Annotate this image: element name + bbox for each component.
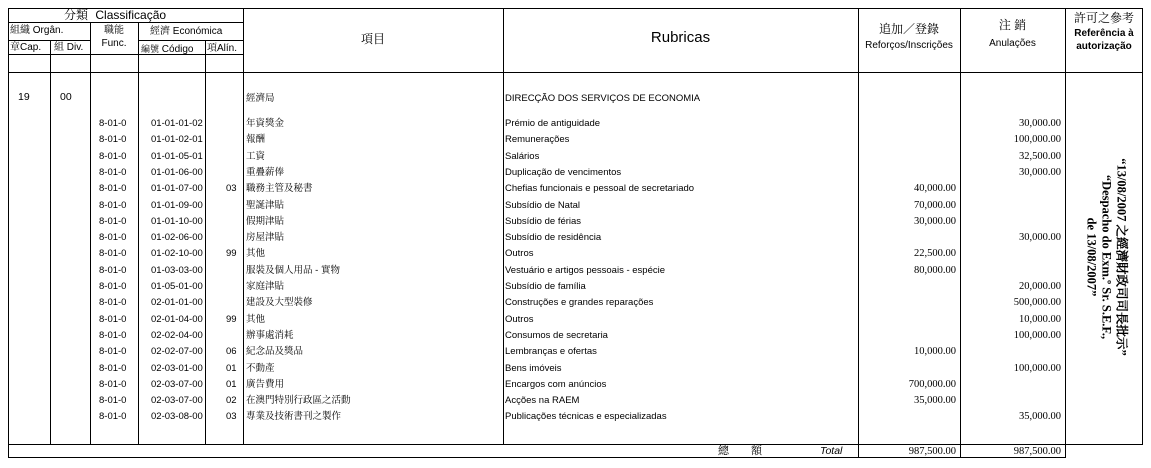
row-alinea: 99	[226, 313, 237, 325]
table-row	[8, 361, 1065, 377]
table-row	[8, 312, 1065, 328]
row-func: 8-01-0	[99, 378, 127, 390]
budget-table	[8, 8, 1143, 458]
codigo-header	[141, 43, 194, 56]
rubricas-header: Rubricas	[650, 29, 711, 46]
anulacoes-pt: Anulações	[989, 38, 1036, 49]
row-anulacao: 30,000.00	[1019, 118, 1061, 129]
row-item-zh: 假期津貼	[246, 215, 285, 227]
dept-cap: 19	[18, 91, 30, 103]
dept-name-pt: DIRECÇÃO DOS SERVIÇOS DE ECONOMIA	[505, 93, 701, 104]
table-row	[8, 344, 1065, 360]
codigo-zh: 編號	[141, 44, 160, 54]
row-anulacao: 32,500.00	[1019, 150, 1061, 162]
row-item-pt: Encargos com anúncios	[505, 378, 607, 390]
row-item-zh: 重疊薪俸	[246, 166, 285, 178]
row-codigo: 01-01-07-00	[151, 183, 203, 195]
ref-zh: 許可之參考	[1073, 11, 1134, 25]
row-func: 8-01-0	[99, 346, 127, 358]
row-alinea: 99	[226, 248, 237, 260]
div-zh: 組	[54, 42, 64, 53]
row-anulacao: 30,000.00	[1019, 232, 1061, 244]
row-item-zh: 不動產	[246, 362, 275, 374]
row-item-pt: Outros	[505, 313, 534, 325]
row-item-zh: 家庭津貼	[246, 281, 285, 292]
total-anulacao: 987,500.00	[1013, 446, 1061, 457]
row-item-zh: 工資	[246, 150, 266, 162]
total-label-pt: Total	[820, 445, 843, 457]
cap-zh: 章	[10, 42, 20, 53]
cap-header	[10, 42, 41, 54]
row-item-pt: Subsídio de residência	[505, 232, 602, 244]
organica-header	[10, 25, 63, 37]
total-label-zh: 總 額	[718, 445, 762, 457]
row-codigo: 01-03-03-00	[151, 264, 203, 276]
row-reforco: 80,000.00	[914, 264, 956, 276]
row-item-pt: Subsídio de Natal	[505, 199, 580, 211]
row-func: 8-01-0	[99, 395, 127, 407]
economica-zh: 經濟	[150, 26, 170, 37]
row-codigo: 02-03-07-00	[151, 395, 203, 407]
row-func: 8-01-0	[99, 362, 127, 374]
row-alinea: 03	[226, 411, 237, 423]
reforcos-pt: Reforços/Inscrições	[865, 40, 953, 51]
table-row	[8, 230, 1065, 246]
funcional-pt: Func.	[101, 38, 127, 49]
economica-header	[150, 26, 222, 38]
row-alinea: 03	[226, 183, 237, 195]
row-item-pt: Duplicação de vencimentos	[505, 166, 622, 178]
dept-div: 00	[60, 91, 72, 103]
table-row	[8, 263, 1065, 279]
row-codigo: 01-01-06-00	[151, 166, 203, 178]
row-item-zh: 專業及技術書刊之製作	[246, 411, 342, 423]
row-item-zh: 在澳門特別行政區之活動	[246, 395, 351, 407]
anulacoes-zh: 注 銷	[998, 18, 1027, 32]
row-item-pt: Subsídio de família	[505, 281, 586, 292]
row-item-pt: Lembranças e ofertas	[505, 346, 597, 358]
row-codigo: 02-02-04-00	[151, 329, 203, 341]
item-header: 項目	[360, 32, 385, 46]
row-item-zh: 廣告費用	[246, 378, 285, 390]
row-func: 8-01-0	[99, 248, 127, 260]
table-row	[8, 181, 1065, 197]
row-codigo: 01-05-01-00	[151, 281, 203, 292]
classificacao-pt: Classificação	[95, 8, 167, 22]
row-item-pt: Prémio de antiguidade	[505, 118, 601, 129]
table-row	[8, 116, 1065, 132]
classificacao-zh: 分類	[64, 8, 89, 22]
row-anulacao: 500,000.00	[1013, 297, 1061, 309]
row-item-pt: Remunerações	[505, 134, 570, 146]
row-reforco: 700,000.00	[908, 378, 956, 390]
row-func: 8-01-0	[99, 166, 127, 178]
row-func: 8-01-0	[99, 118, 127, 129]
row-reforco: 70,000.00	[914, 199, 956, 211]
row-func: 8-01-0	[99, 215, 127, 227]
row-item-zh: 其他	[246, 248, 266, 260]
table-row	[8, 246, 1065, 262]
ref-pt1: Referência à	[1074, 28, 1134, 39]
row-func: 8-01-0	[99, 134, 127, 146]
table-row	[8, 165, 1065, 181]
authorization-line3: de 13/08/2007”	[1084, 217, 1099, 297]
row-anulacao: 10,000.00	[1019, 313, 1061, 325]
row-item-pt: Chefias funcionais e pessoal de secretariado	[505, 183, 695, 195]
row-codigo: 01-01-05-01	[151, 150, 203, 162]
row-codigo: 02-01-04-00	[151, 313, 203, 325]
table-row	[8, 409, 1065, 425]
ref-pt2: autorização	[1076, 41, 1132, 52]
alinea-pt: Alín.	[217, 43, 238, 54]
dept-name-zh: 經濟局	[246, 93, 275, 104]
organica-zh: 組織	[10, 25, 30, 36]
row-anulacao: 100,000.00	[1013, 134, 1061, 146]
organica-pt: Orgân.	[32, 25, 64, 36]
row-func: 8-01-0	[99, 183, 127, 195]
row-item-zh: 年資獎金	[246, 118, 285, 129]
div-pt: Div.	[66, 42, 84, 53]
row-func: 8-01-0	[99, 150, 127, 162]
row-reforco: 40,000.00	[914, 183, 956, 195]
row-func: 8-01-0	[99, 313, 127, 325]
row-anulacao: 30,000.00	[1019, 166, 1061, 178]
row-alinea: 06	[226, 346, 237, 358]
row-reforco: 35,000.00	[914, 395, 956, 407]
row-alinea: 02	[226, 395, 237, 407]
row-item-zh: 紀念品及獎品	[246, 346, 304, 358]
row-func: 8-01-0	[99, 329, 127, 341]
row-item-zh: 房屋津貼	[246, 232, 285, 244]
row-func: 8-01-0	[99, 199, 127, 211]
table-row	[8, 328, 1065, 344]
row-codigo: 02-01-01-00	[151, 297, 203, 309]
row-item-zh: 職務主管及秘書	[246, 183, 313, 195]
row-func: 8-01-0	[99, 297, 127, 309]
row-item-pt: Acções na RAEM	[505, 395, 580, 407]
row-codigo: 01-01-10-00	[151, 215, 203, 227]
table-row	[8, 132, 1065, 148]
row-codigo: 01-01-02-01	[151, 134, 203, 146]
div-header	[54, 42, 83, 54]
row-codigo: 01-01-01-02	[151, 118, 203, 129]
cap-pt: Cap.	[20, 42, 42, 53]
row-anulacao: 20,000.00	[1019, 281, 1061, 292]
row-codigo: 01-01-09-00	[151, 199, 203, 211]
row-alinea: 01	[226, 362, 237, 374]
row-reforco: 22,500.00	[914, 248, 956, 260]
row-item-zh: 辦事處消耗	[246, 329, 294, 341]
authorization-line1: “13/08/2007 之經濟財政司司長批示”	[1114, 158, 1129, 356]
authorization-reference	[1070, 72, 1142, 442]
table-row	[8, 149, 1065, 165]
row-codigo: 01-02-10-00	[151, 248, 203, 260]
economica-pt: Económica	[172, 26, 223, 37]
row-item-zh: 建設及大型裝修	[246, 297, 313, 309]
row-item-pt: Subsídio de férias	[505, 215, 582, 227]
row-item-pt: Consumos de secretaria	[505, 329, 608, 341]
codigo-pt: Código	[161, 44, 194, 55]
alinea-zh: 項	[207, 43, 217, 54]
row-alinea: 01	[226, 378, 237, 390]
row-func: 8-01-0	[99, 411, 127, 423]
row-anulacao: 100,000.00	[1013, 362, 1061, 374]
table-row	[8, 214, 1065, 230]
row-func: 8-01-0	[99, 232, 127, 244]
alinea-header	[207, 43, 237, 55]
row-func: 8-01-0	[99, 281, 127, 292]
table-row	[8, 377, 1065, 393]
row-item-zh: 其他	[246, 313, 266, 325]
row-codigo: 02-03-07-00	[151, 378, 203, 390]
row-item-zh: 服裝及個人用品 - 實物	[246, 264, 340, 276]
row-item-pt: Construções e grandes reparações	[505, 297, 654, 309]
total-reforco: 987,500.00	[908, 446, 956, 457]
row-item-pt: Bens imóveis	[505, 362, 562, 374]
table-row	[8, 198, 1065, 214]
row-codigo: 02-03-01-00	[151, 362, 203, 374]
row-codigo: 02-02-07-00	[151, 346, 203, 358]
row-item-zh: 聖誕津貼	[246, 199, 285, 211]
row-reforco: 10,000.00	[914, 346, 956, 358]
table-row	[8, 279, 1065, 295]
row-anulacao: 35,000.00	[1019, 411, 1061, 423]
row-item-pt: Vestuário e artigos pessoais - espécie	[505, 264, 666, 276]
row-item-pt: Outros	[505, 248, 534, 260]
row-item-zh: 報酬	[246, 134, 266, 146]
table-row	[8, 393, 1065, 409]
row-item-pt: Salários	[505, 150, 540, 162]
classificacao-header	[64, 8, 166, 22]
row-codigo: 02-03-08-00	[151, 411, 203, 423]
row-item-pt: Publicações técnicas e especializadas	[505, 411, 667, 423]
row-func: 8-01-0	[99, 264, 127, 276]
row-anulacao: 100,000.00	[1013, 329, 1061, 341]
authorization-line2: “Despacho do Exm.º Sr. S.E.F.,	[1099, 174, 1114, 340]
table-row	[8, 295, 1065, 311]
row-reforco: 30,000.00	[914, 215, 956, 227]
funcional-zh: 職能	[104, 25, 124, 36]
reforcos-zh: 追加／登錄	[878, 22, 939, 36]
row-codigo: 01-02-06-00	[151, 232, 203, 244]
